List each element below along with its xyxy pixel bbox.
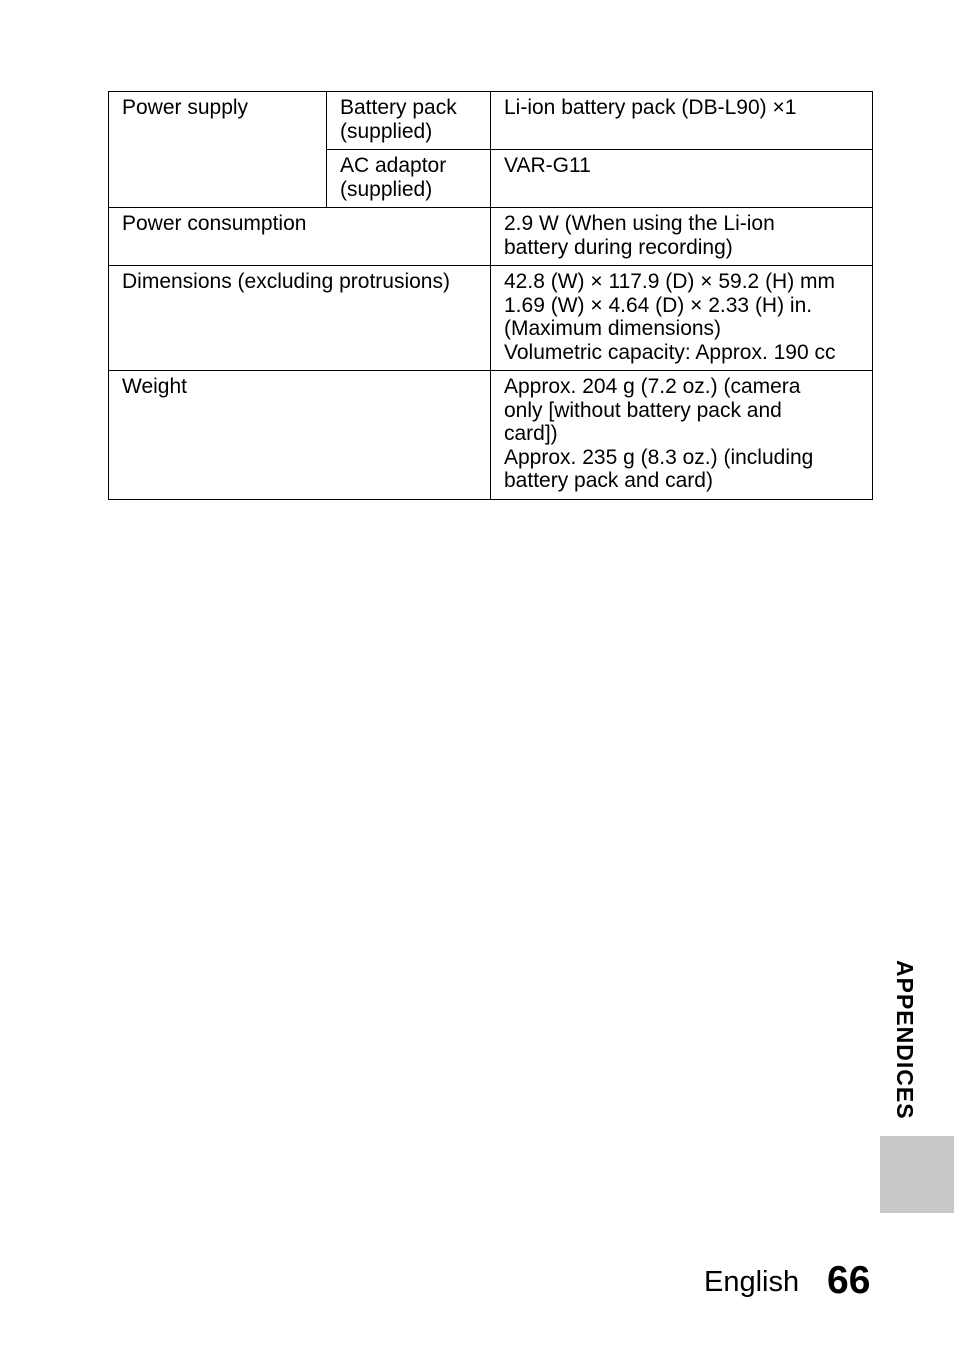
value-line: only [without battery pack and	[504, 398, 782, 422]
value-line: VAR-G11	[504, 154, 591, 177]
section-tab-marker	[880, 1136, 954, 1213]
battery-pack-value	[491, 92, 873, 150]
value-line: 2.9 W (When using the Li-ion	[504, 212, 775, 235]
weight-label: Weight	[109, 371, 491, 500]
ac-adaptor-label	[327, 150, 491, 208]
table-row	[109, 208, 873, 266]
table-row	[109, 266, 873, 371]
power-supply-label: Power supply	[109, 92, 327, 208]
label-line: AC adaptor	[340, 154, 447, 177]
label-line: Battery pack	[340, 96, 457, 119]
power-consumption-value	[491, 208, 873, 266]
dimensions-value	[491, 266, 873, 371]
table-row	[109, 371, 873, 500]
footer-language: English	[704, 1266, 800, 1298]
weight-value	[491, 371, 873, 500]
value-line: 42.8 (W) × 117.9 (D) × 59.2 (H) mm	[504, 270, 836, 293]
specifications-table	[108, 91, 873, 500]
table-row	[109, 92, 873, 150]
label-line: (supplied)	[340, 119, 433, 143]
value-line: 1.69 (W) × 4.64 (D) × 2.33 (H) in.	[504, 293, 813, 317]
value-line: Li-ion battery pack (DB-L90) ×1	[504, 96, 797, 119]
value-line: Approx. 204 g (7.2 oz.) (camera	[504, 375, 801, 398]
dimensions-label: Dimensions (excluding protrusions)	[109, 266, 491, 371]
value-line: battery during recording)	[504, 235, 733, 259]
value-line: Approx. 235 g (8.3 oz.) (including	[504, 445, 814, 469]
value-line: (Maximum dimensions)	[504, 317, 722, 340]
value-line: battery pack and card)	[504, 469, 713, 492]
battery-pack-label	[327, 92, 491, 150]
power-consumption-label: Power consumption	[109, 208, 491, 266]
ac-adaptor-value	[491, 150, 873, 208]
page-number: 66	[827, 1259, 871, 1302]
value-line: Volumetric capacity: Approx. 190 cc	[504, 340, 836, 364]
value-line: card])	[504, 422, 558, 445]
section-tab-label: APPENDICES	[892, 960, 918, 1120]
label-line: (supplied)	[340, 177, 433, 201]
